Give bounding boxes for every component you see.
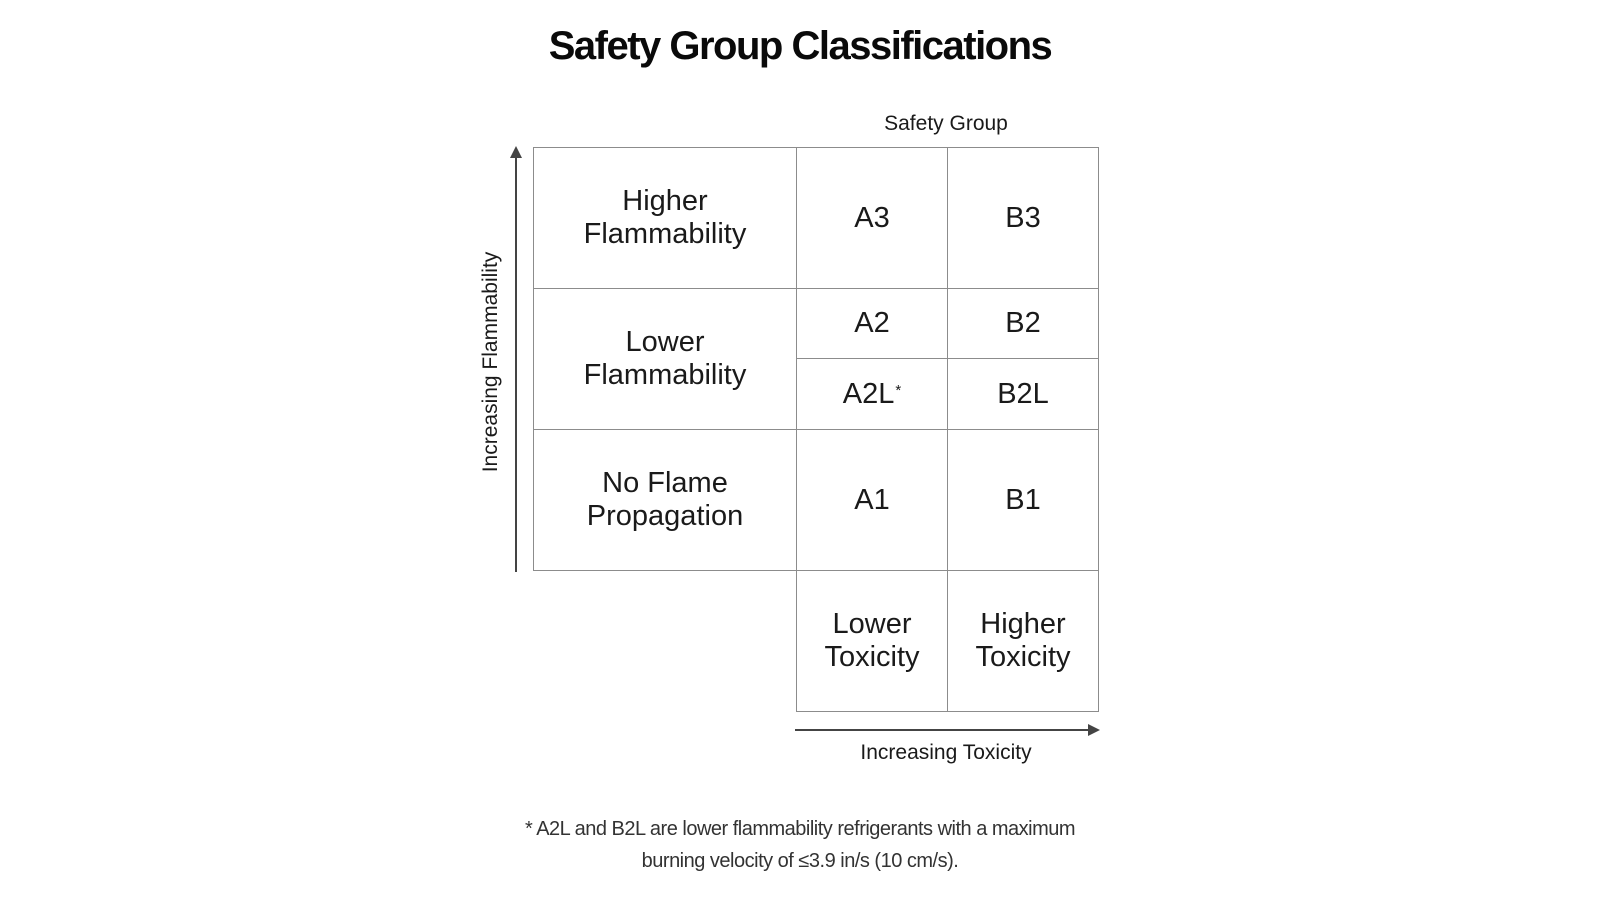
cell-a3 (796, 147, 948, 289)
column-higher-toxicity-label: Higher Toxicity (975, 608, 1071, 673)
footnote-line-1: * A2L and B2L are lower flammability refrigerants with a maximum (524, 818, 1076, 840)
cell-a1-label: A1 (854, 483, 890, 516)
row-lower-flammability-label: Lower Flammability (583, 326, 747, 391)
cell-a3-label: A3 (854, 201, 890, 234)
cell-a2 (796, 288, 948, 359)
cell-b1-label: B1 (1005, 483, 1041, 516)
cell-a2l-text: A2L (842, 377, 895, 410)
toxicity-axis-label: Increasing Toxicity (860, 741, 1032, 764)
arrow-up-icon (510, 146, 522, 158)
cell-a2l-label (843, 378, 901, 411)
row-lower-flammability (533, 288, 797, 430)
cell-b2l (947, 358, 1099, 430)
cell-a2l (796, 358, 948, 430)
column-higher-toxicity (947, 570, 1099, 712)
cell-b2-label: B2 (1005, 307, 1041, 339)
footnote-asterisk: * (895, 381, 902, 399)
row-no-flame-propagation (533, 429, 797, 571)
row-higher-flammability (533, 147, 797, 289)
arrow-right-icon (1088, 724, 1100, 736)
cell-b3 (947, 147, 1099, 289)
toxicity-axis-line (795, 729, 1090, 731)
flammability-axis-label: Increasing Flammability (479, 251, 502, 473)
cell-a2-label: A2 (854, 307, 890, 339)
flammability-axis-line (515, 148, 517, 572)
cell-b2 (947, 288, 1099, 359)
cell-a1 (796, 429, 948, 571)
column-lower-toxicity (796, 570, 948, 712)
cell-b1 (947, 429, 1099, 571)
cell-b3-label: B3 (1005, 201, 1041, 234)
footnote-line-2: burning velocity of ≤3.9 in/s (10 cm/s). (641, 850, 959, 872)
footnote (0, 813, 1600, 877)
safety-group-label: Safety Group (884, 112, 1008, 135)
column-lower-toxicity-label: Lower Toxicity (824, 608, 920, 673)
cell-b2l-label: B2L (997, 377, 1049, 410)
row-no-flame-propagation-label: No Flame Propagation (586, 467, 744, 532)
row-higher-flammability-label: Higher Flammability (583, 185, 747, 250)
diagram-title: Safety Group Classifications (548, 24, 1052, 68)
